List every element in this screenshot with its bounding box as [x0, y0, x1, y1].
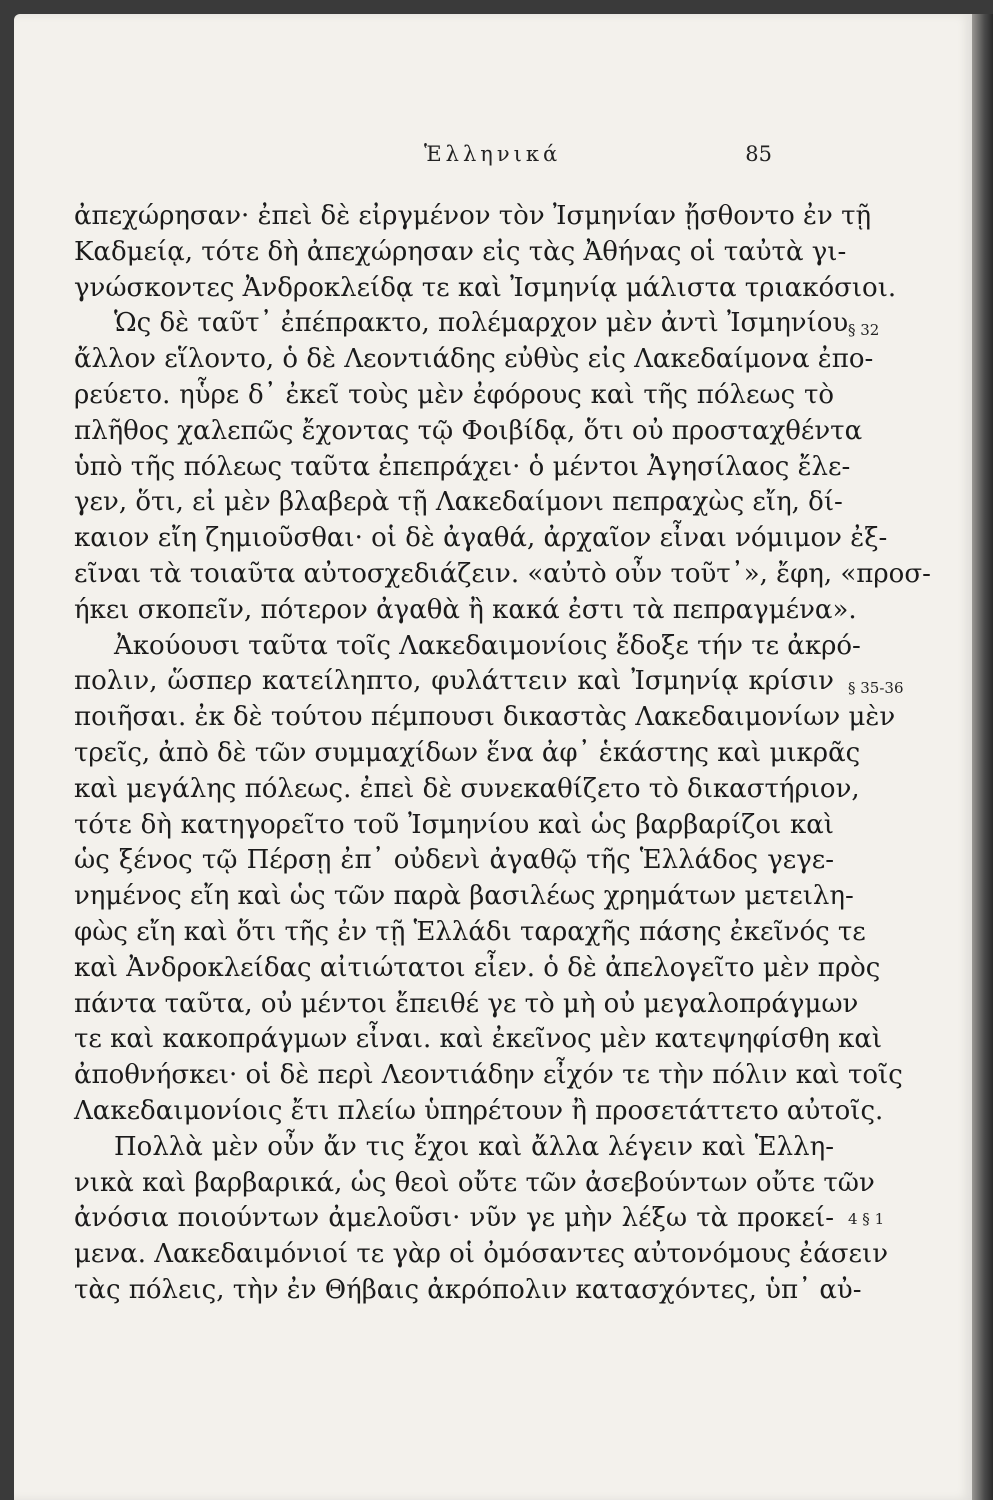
text-line: πλῆθος χαλεπῶς ἔχοντας τῷ Φοιβίδᾳ, ὅτι οὐ προσταχθέντα [74, 415, 863, 446]
text-line: τρεῖς, ἀπὸ δὲ τῶν συμμαχίδων ἕνα ἀφ᾽ ἑκάστης καὶ μικρᾶς [74, 737, 861, 768]
marginal-section-note: § 32 [848, 321, 880, 339]
marginal-section-note: § 35-36 [848, 679, 904, 697]
text-line: ἀνόσια ποιούντων ἀμελοῦσι· νῦν γε μὴν λέξω τὰ προκεί- [74, 1203, 834, 1234]
text-line: ποιῆσαι. ἐκ δὲ τούτου πέμπουσι δικαστὰς Λακεδαιμονίων μὲν [74, 702, 896, 733]
text-line: τότε δὴ κατηγορεῖτο τοῦ Ἰσμηνίου καὶ ὡς βαρβαρίζοι καὶ [74, 809, 834, 840]
text-line: Καδμείᾳ, τότε δὴ ἀπεχώρησαν εἰς τὰς Ἀθήνας οἱ ταὐτὰ γι- [74, 236, 847, 267]
text-line: καὶ μεγάλης πόλεως. ἐπεὶ δὲ συνεκαθίζετο τὸ δικαστήριον, [74, 773, 860, 804]
text-line: γεν, ὅτι, εἰ μὲν βλαβερὰ τῇ Λακεδαίμονι πεπραχὼς εἴη, δί- [74, 487, 843, 518]
text-line: καὶ Ἀνδροκλείδας αἰτιώτατοι εἶεν. ὁ δὲ ἀπελογεῖτο μὲν πρὸς [74, 952, 881, 983]
book-spine-shadow [972, 14, 993, 1500]
text-line: ήκει σκοπεῖν, πότερον ἀγαθὰ ἢ κακά ἐστι τὰ πεπραγμένα». [74, 594, 857, 625]
text-line: μενα. Λακεδαιμόνιοί τε γὰρ οἱ ὀμόσαντες αὐτονόμους ἐάσειν [74, 1239, 889, 1270]
text-line: Ὡς δὲ ταῦτ᾽ ἐπέπρακτο, πολέμαρχον μὲν ἀντὶ Ἰσμηνίου [114, 308, 849, 339]
text-line: νημένος εἴη καὶ ὡς τῶν παρὰ βασιλέως χρημάτων μετειλη- [74, 881, 854, 912]
text-line: Ἀκούουσι ταῦτα τοῖς Λακεδαιμονίοις ἔδοξε τήν τε ἀκρό- [114, 630, 861, 661]
page-number: 85 [745, 142, 772, 166]
text-line: ἀπεχώρησαν· ἐπεὶ δὲ εἰργμένον τὸν Ἰσμηνίαν ᾔσθοντο ἐν τῇ [74, 201, 872, 231]
text-line: Πολλὰ μὲν οὖν ἄν τις ἔχοι καὶ ἄλλα λέγειν καὶ Ἑλλη- [114, 1131, 834, 1162]
text-line: φὼς εἴη καὶ ὅτι τῆς ἐν τῇ Ἑλλάδι ταραχῆς πάσης ἐκεῖνός τε [74, 916, 866, 947]
text-line: καιον εἴη ζημιοῦσθαι· οἱ δὲ ἀγαθά, ἀρχαῖον εἶναι νόμιμον ἐξ- [74, 523, 888, 554]
text-line: ρεύετο. ηὗρε δ᾽ ἐκεῖ τοὺς μὲν ἐφόρους καὶ τῆς πόλεως τὸ [74, 379, 834, 410]
text-line: ἄλλον εἵλοντο, ὁ δὲ Λεοντιάδης εὐθὺς εἰς Λακεδαίμονα ἐπο- [74, 344, 874, 375]
running-head [14, 142, 972, 172]
running-title: Ἑλληνικά [424, 142, 562, 166]
text-line: τὰς πόλεις, τὴν ἐν Θήβαις ἀκρόπολιν κατασχόντες, ὑπ᾽ αὐ- [74, 1274, 862, 1305]
text-line: ὑπὸ τῆς πόλεως ταῦτα ἐπεπράχει· ὁ μέντοι Ἀγησίλαος ἔλε- [74, 451, 851, 482]
text-line: εῖναι τὰ τοιαῦτα αὐτοσχεδιάζειν. «αὐτὸ οὖν τοῦτ᾽», ἔφη, «προσ- [74, 558, 931, 589]
marginal-section-note: 4 § 1 [848, 1210, 885, 1228]
text-line: πάντα ταῦτα, οὐ μέντοι ἔπειθέ γε τὸ μὴ οὐ μεγαλοπράγμων [74, 988, 859, 1019]
text-line: τε καὶ κακοπράγμων εἶναι. καὶ ἐκεῖνος μὲν κατεψηφίσθη καὶ [74, 1024, 883, 1055]
text-line: πολιν, ὥσπερ κατείληπτο, φυλάττειν καὶ Ἰσμηνίᾳ κρίσιν [74, 666, 834, 697]
text-line: γνώσκοντες Ἀνδροκλείδᾳ τε καὶ Ἰσμηνίᾳ μάλιστα τριακόσιοι. [74, 272, 897, 303]
text-line: νικὰ καὶ βαρβαρικά, ὡς θεοὶ οὔτε τῶν ἀσεβούντων οὔτε τῶν [74, 1167, 875, 1198]
text-line: ἀποθνήσκει· οἱ δὲ περὶ Λεοντιάδην εἶχόν τε τὴν πόλιν καὶ τοῖς [74, 1060, 903, 1091]
text-line: Λακεδαιμονίοις ἔτι πλείω ὑπηρέτουν ἢ προσετάττετο αὐτοῖς. [74, 1095, 884, 1126]
text-line: ὡς ξένος τῷ Πέρσῃ ἐπ᾽ οὐδενὶ ἀγαθῷ τῆς Ἑλλάδος γεγε- [74, 845, 834, 876]
book-page [14, 14, 972, 1500]
